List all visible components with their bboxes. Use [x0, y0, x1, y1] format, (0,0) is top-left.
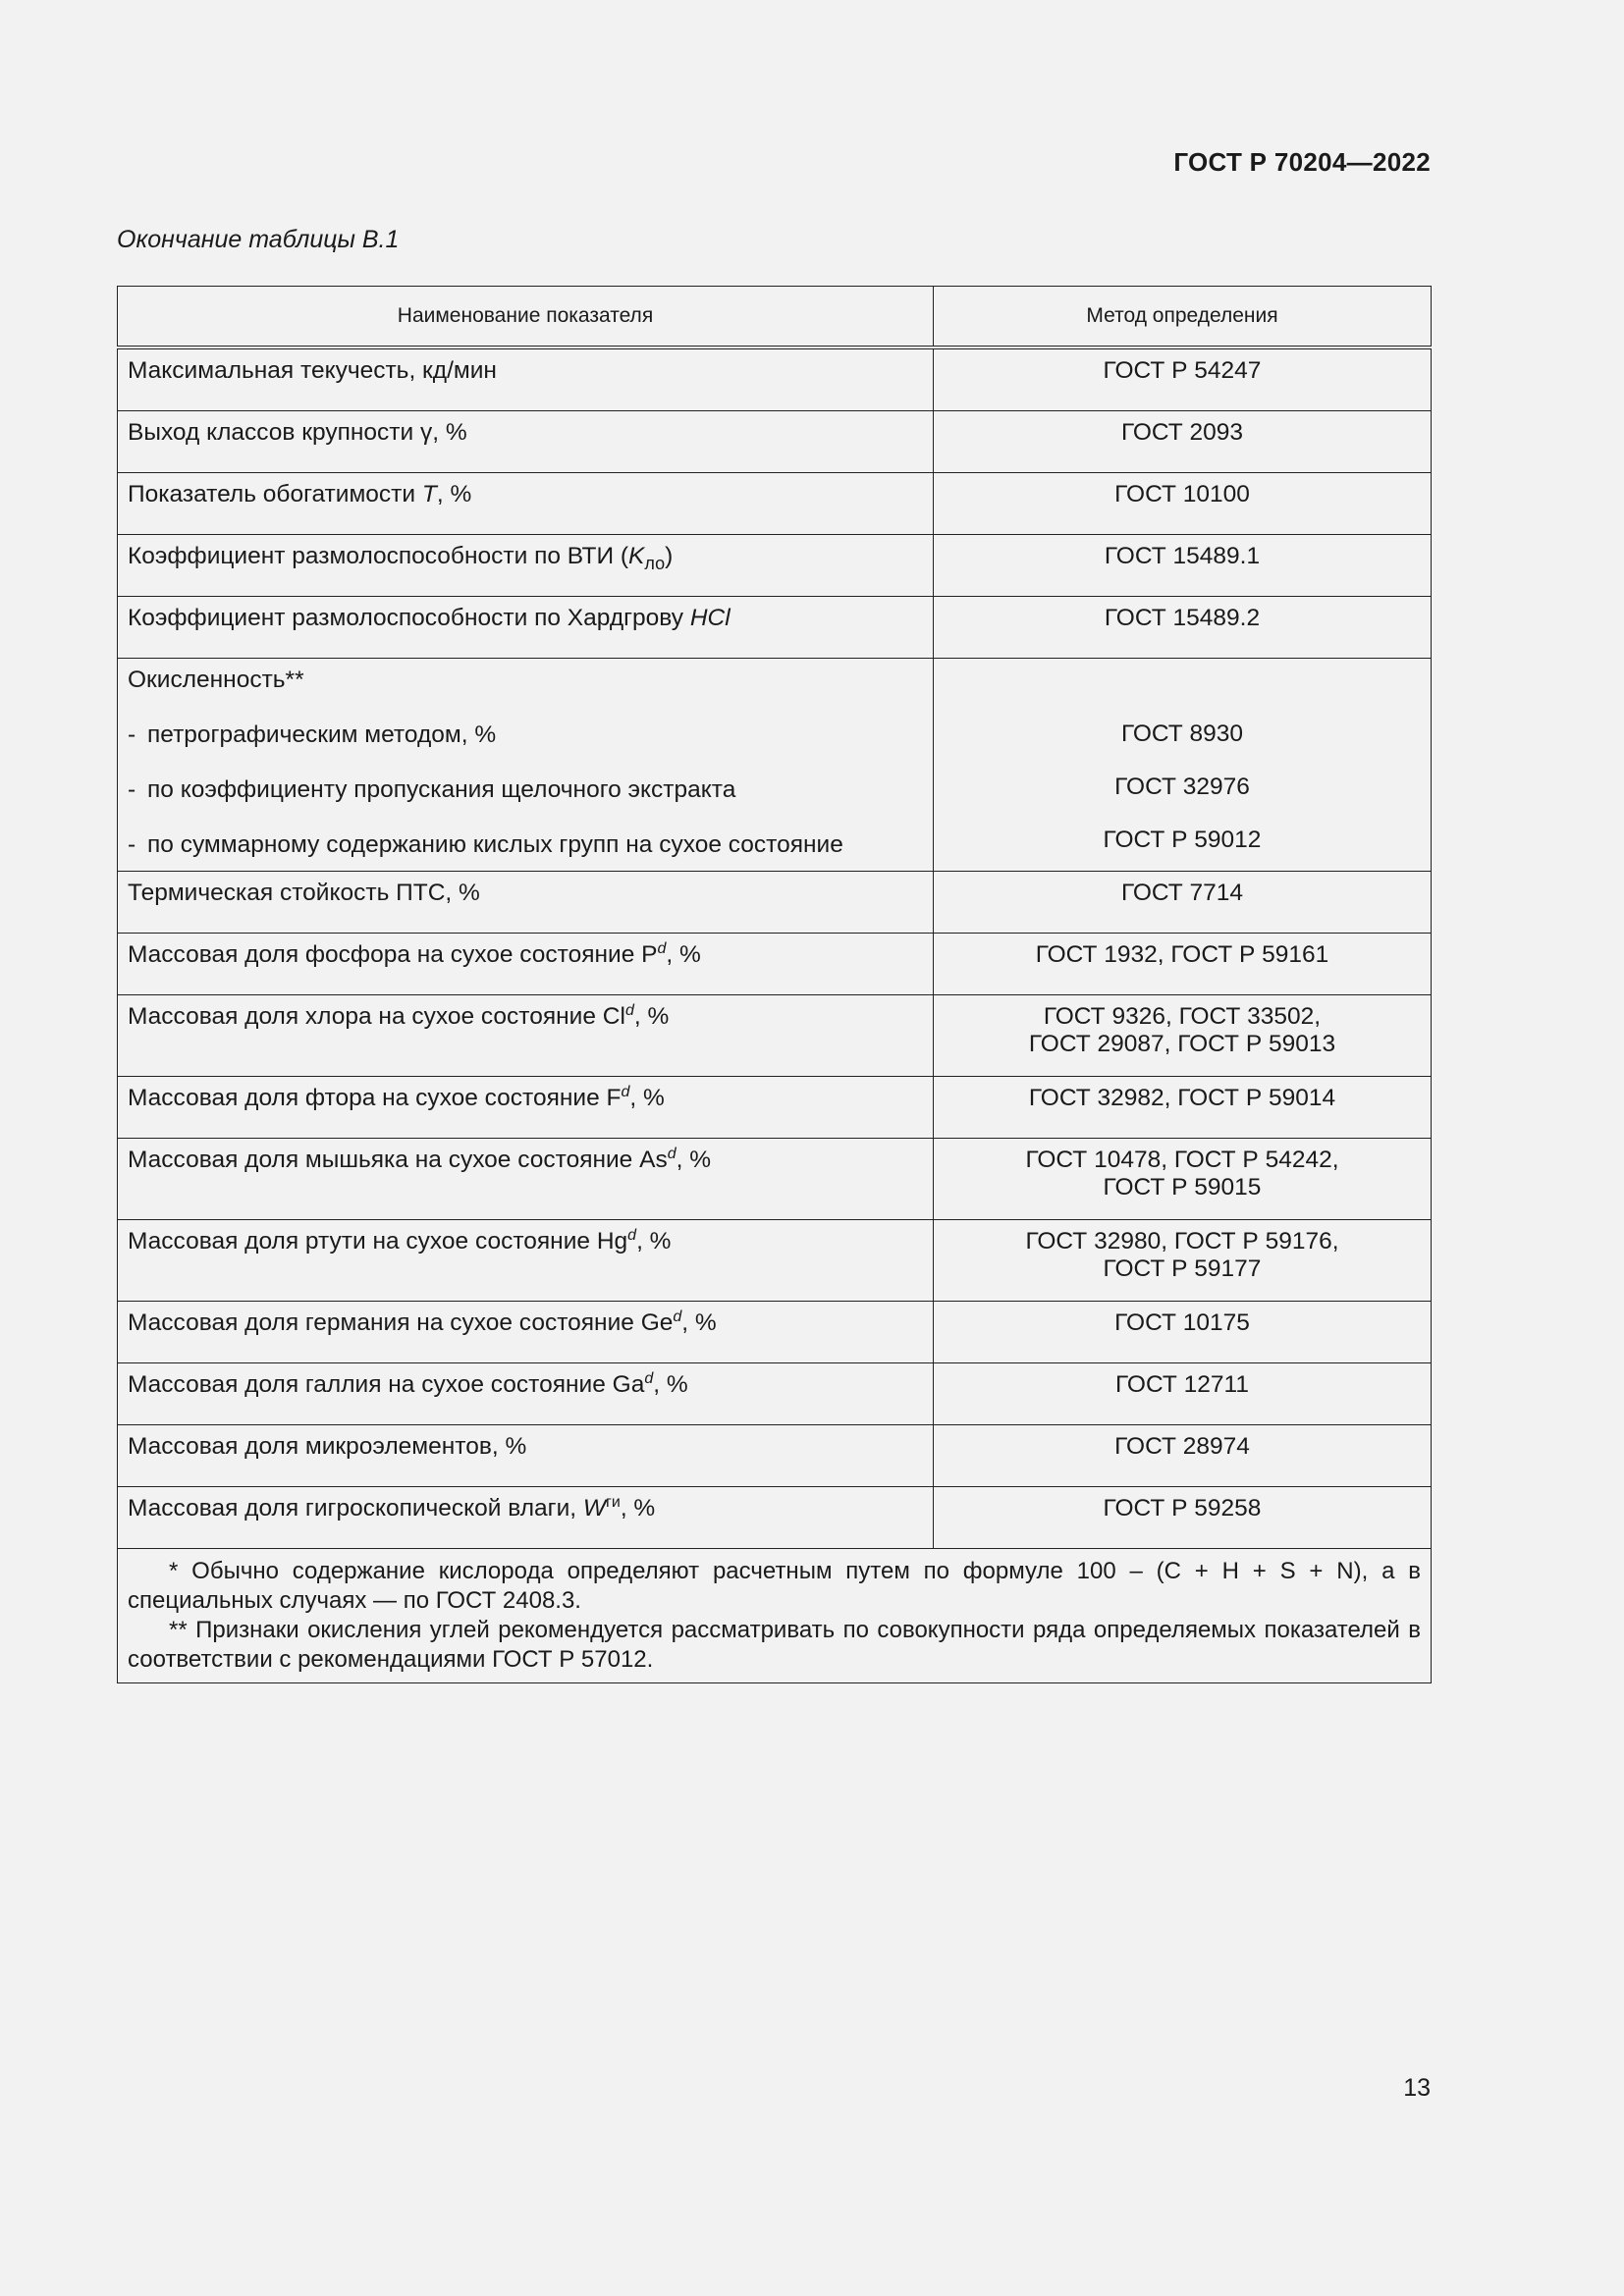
footnote: ** Признаки окисления углей рекомендуется рассматривать по совокупности ряда определяемых показателей в соответствии с рекомендациями ГОСТ Р 57012.: [128, 1617, 1421, 1673]
table-notes-row: [118, 1549, 1432, 1683]
oxidation-method: ГОСТ 32976: [1114, 774, 1250, 800]
method-value: ГОСТ 15489.2: [934, 597, 1432, 659]
document-code: ГОСТ Р 70204—2022: [1173, 147, 1431, 177]
method-value: ГОСТ 32980, ГОСТ Р 59176, ГОСТ Р 59177: [934, 1220, 1432, 1302]
indicator-name: Массовая доля фосфора на сухое состояние $P^d$, %: [118, 934, 934, 995]
method-value: ГОСТ 10100: [934, 473, 1432, 535]
table-row: [118, 1220, 1432, 1302]
footnote: * Обычно содержание кислорода определяют расчетным путем по формуле 100 – (C + H + S + N), а в специальных случаях — по ГОСТ 2408.3.: [128, 1558, 1421, 1614]
method-value: [934, 659, 1432, 872]
table-row: [118, 1077, 1432, 1139]
table-row: [118, 1487, 1432, 1549]
method-value: ГОСТ Р 59258: [934, 1487, 1432, 1549]
method-value: ГОСТ 1932, ГОСТ Р 59161: [934, 934, 1432, 995]
indicators-table: [117, 286, 1432, 1683]
method-value: ГОСТ 15489.1: [934, 535, 1432, 597]
method-value: ГОСТ 10175: [934, 1302, 1432, 1363]
table-row: [118, 1139, 1432, 1220]
method-value: ГОСТ 10478, ГОСТ Р 54242, ГОСТ Р 59015: [934, 1139, 1432, 1220]
table-row: [118, 1363, 1432, 1425]
table-row: [118, 535, 1432, 597]
method-value: ГОСТ 12711: [934, 1363, 1432, 1425]
table-row: [118, 347, 1432, 411]
indicator-name: Термическая стойкость ПТС, %: [118, 872, 934, 934]
indicator-name: Массовая доля ртути на сухое состояние Hg$^d$, %: [118, 1220, 934, 1302]
table-row: [118, 411, 1432, 473]
page-number: 13: [1403, 2074, 1431, 2102]
table-row: [118, 995, 1432, 1077]
table-row: [118, 934, 1432, 995]
table-header-row: [118, 287, 1432, 348]
oxidation-title: Окисленность**: [128, 667, 304, 693]
method-value: ГОСТ 2093: [934, 411, 1432, 473]
indicator-name: Коэффициент размолоспособности по ВТИ $(K_{ло})$: [118, 535, 934, 597]
table-row: [118, 1425, 1432, 1487]
method-value: ГОСТ 9326, ГОСТ 33502, ГОСТ 29087, ГОСТ Р 59013: [934, 995, 1432, 1077]
table-row: [118, 1302, 1432, 1363]
indicator-name: [118, 659, 934, 872]
table-row: [118, 597, 1432, 659]
indicator-name: Массовая доля хлора на сухое состояние Cl$^d$, %: [118, 995, 934, 1077]
method-value: ГОСТ 7714: [934, 872, 1432, 934]
table-footnotes: [118, 1549, 1432, 1683]
indicator-name: Массовая доля германия на сухое состояние Ge$^d$, %: [118, 1302, 934, 1363]
indicator-name: Максимальная текучесть, кд/мин: [118, 347, 934, 411]
column-header-method: Метод определения: [934, 287, 1432, 348]
oxidation-method: ГОСТ 8930: [1120, 721, 1244, 747]
table-row: [118, 659, 1432, 872]
indicator-name: Массовая доля микроэлементов, %: [118, 1425, 934, 1487]
indicator-name: Коэффициент размолоспособности по Хардгрову HCl: [118, 597, 934, 659]
table-row: [118, 473, 1432, 535]
oxidation-method: ГОСТ Р 59012: [1103, 827, 1262, 853]
method-value: ГОСТ 28974: [934, 1425, 1432, 1487]
table-row: [118, 872, 1432, 934]
indicator-name: Массовая доля фтора на сухое состояние $F^d$, %: [118, 1077, 934, 1139]
indicator-name: Показатель обогатимости T, %: [118, 473, 934, 535]
method-value: ГОСТ 32982, ГОСТ Р 59014: [934, 1077, 1432, 1139]
method-value: ГОСТ Р 54247: [934, 347, 1432, 411]
oxidation-subitem: - по суммарному содержанию кислых групп на сухое состояние: [128, 831, 843, 858]
oxidation-subitem: - по коэффициенту пропускания щелочного экстракта: [128, 776, 736, 803]
indicator-name: Массовая доля мышьяка на сухое состояние As$^d$, %: [118, 1139, 934, 1220]
indicator-name: Массовая доля галлия на сухое состояние Ga$^d$, %: [118, 1363, 934, 1425]
table-caption: Окончание таблицы В.1: [117, 226, 400, 253]
indicator-name: Массовая доля гигроскопической влаги, $W^{ги}$, %: [118, 1487, 934, 1549]
column-header-indicator: Наименование показателя: [118, 287, 934, 348]
oxidation-subitem: - петрографическим методом, %: [128, 721, 497, 748]
indicator-name: Выход классов крупности γ, %: [118, 411, 934, 473]
